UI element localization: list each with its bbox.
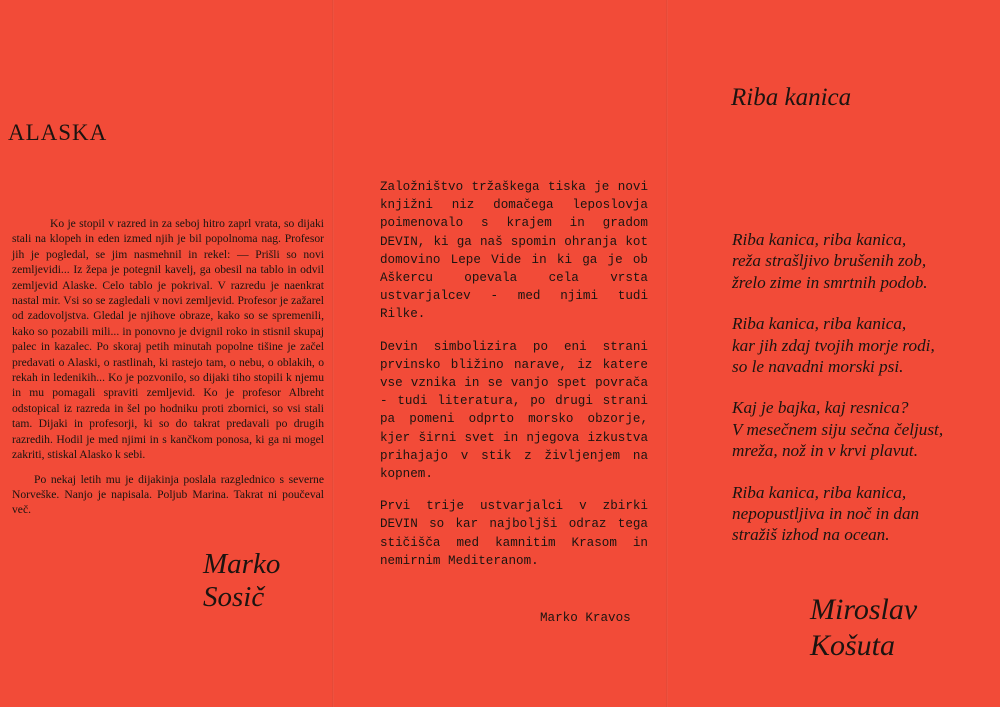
poet-last-name: Košuta bbox=[810, 629, 896, 662]
author-last-name: Sosič bbox=[203, 581, 265, 613]
left-panel bbox=[0, 0, 333, 707]
poem-line: so le navadni morski psi. bbox=[732, 357, 904, 377]
poem-line: žrelo zime in smrtnih podob. bbox=[732, 272, 928, 292]
poem-line: Riba kanica, riba kanica, bbox=[732, 482, 907, 502]
poem-line: reža strašljivo brušenih zob, bbox=[732, 251, 927, 271]
author-signature bbox=[203, 548, 280, 614]
poem-line: Kaj je bajka, kaj resnica? bbox=[732, 398, 909, 418]
poem-line: V mesečnem siju sečna čeljust, bbox=[732, 419, 944, 439]
right-panel bbox=[667, 0, 1000, 707]
story-text bbox=[12, 216, 324, 518]
poem-stanza bbox=[732, 482, 994, 546]
middle-panel bbox=[333, 0, 667, 707]
author-first-name: Marko bbox=[203, 548, 281, 580]
story-paragraph: Ko je stopil v razred in za seboj hitro zaprl vrata, so dijaki stali na klopeh in eden izmed njih je bil popolnoma nag. Profesor jih je pogledal, se jim nasmehnil in rekel: — Prišli so novi zemljevidi... Iz žepa je potegnil kavelj, ga obesil na tablo in odvil zemljevid Alaske. Celo tablo je pokrival. V razredu je naenkrat nastal mir. Vsi so se zagledali v novi zemljevid. Profesor je zažarel od zadovoljstva. Gledal je njihove obraze, kako so se spremenili, kako so pozabili mili... in ponovno je dvignil roko in stisnil skupaj palec in kazalec. Po skoraj petih minutah popolne tišine je začel predavati o Alaski, o rastlinah, ki rastejo tam, o nebu, o oblakih, o rekah in ledenikih... Ko je pozvonilo, so dijaki tiho stopili k njemu in mu pomagali spraviti zemljevid. Ko je profesor Albreht odstopical iz razreda in šel po hodniku proti zbornici, so vsi stali tam. Dijaki in profesorji, ki so do takrat predavali po drugih razredih. Hodil je med njimi in s kančkom ponosa, ki ga ni mogel zakriti, stiskal Alasko k sebi. bbox=[12, 217, 324, 462]
editorial-text bbox=[380, 178, 648, 570]
editorial-paragraph: Prvi trije ustvarjalci v zbirki DEVIN so kar najboljši odraz tega stičišča med kamnitim Krasom in nemirnim Mediteranom. bbox=[380, 499, 648, 568]
poet-first-name: Miroslav bbox=[810, 593, 918, 626]
poem-line: Riba kanica, riba kanica, bbox=[732, 314, 907, 334]
poem-line: Riba kanica, riba kanica, bbox=[732, 230, 907, 249]
poem-line: nepopustljiva in noč in dan bbox=[732, 504, 920, 524]
editorial-paragraph: Založništvo tržaškega tiska je novi knjižni niz domačega leposlovja poimenovalo s krajem in gradom DEVIN, ki ga naš spomin ohranja kot domovino Lepe Vide in ki ga je ob Aškercu opevala cela vrsta ustvarjalcev - med njimi tudi Rilke. bbox=[380, 180, 648, 322]
poem-line: mreža, nož in v krvi plavut. bbox=[732, 441, 919, 461]
story-title: ALASKA bbox=[8, 120, 108, 145]
editorial-author: Marko Kravos bbox=[540, 611, 631, 625]
poem-line: stražiš izhod na ocean. bbox=[732, 525, 890, 545]
poem-title: Riba kanica bbox=[731, 84, 852, 111]
poem-stanza bbox=[732, 397, 994, 461]
story-paragraph: Po nekaj letih mu je dijakinja poslala razglednico s severne Norveške. Nanjo je napisala. Poljub Marina. Takrat ni poučeval več. bbox=[12, 472, 324, 517]
editorial-paragraph: Devin simbolizira po eni strani prvinsko bližino narave, iz katere vse vznika in se vanjo spet povrača - tudi literatura, po drugi strani pa pomeni odprto morsko obzorje, kjer širni svet in njegova izkustva prihajajo v stik z življenjem na kopnem. bbox=[380, 339, 648, 482]
poem-line: kar jih zdaj tvojih morje rodi, bbox=[732, 335, 935, 355]
poem-stanza bbox=[732, 229, 994, 293]
poet-signature bbox=[810, 592, 917, 664]
poem bbox=[732, 229, 994, 566]
poem-stanza bbox=[732, 313, 994, 377]
